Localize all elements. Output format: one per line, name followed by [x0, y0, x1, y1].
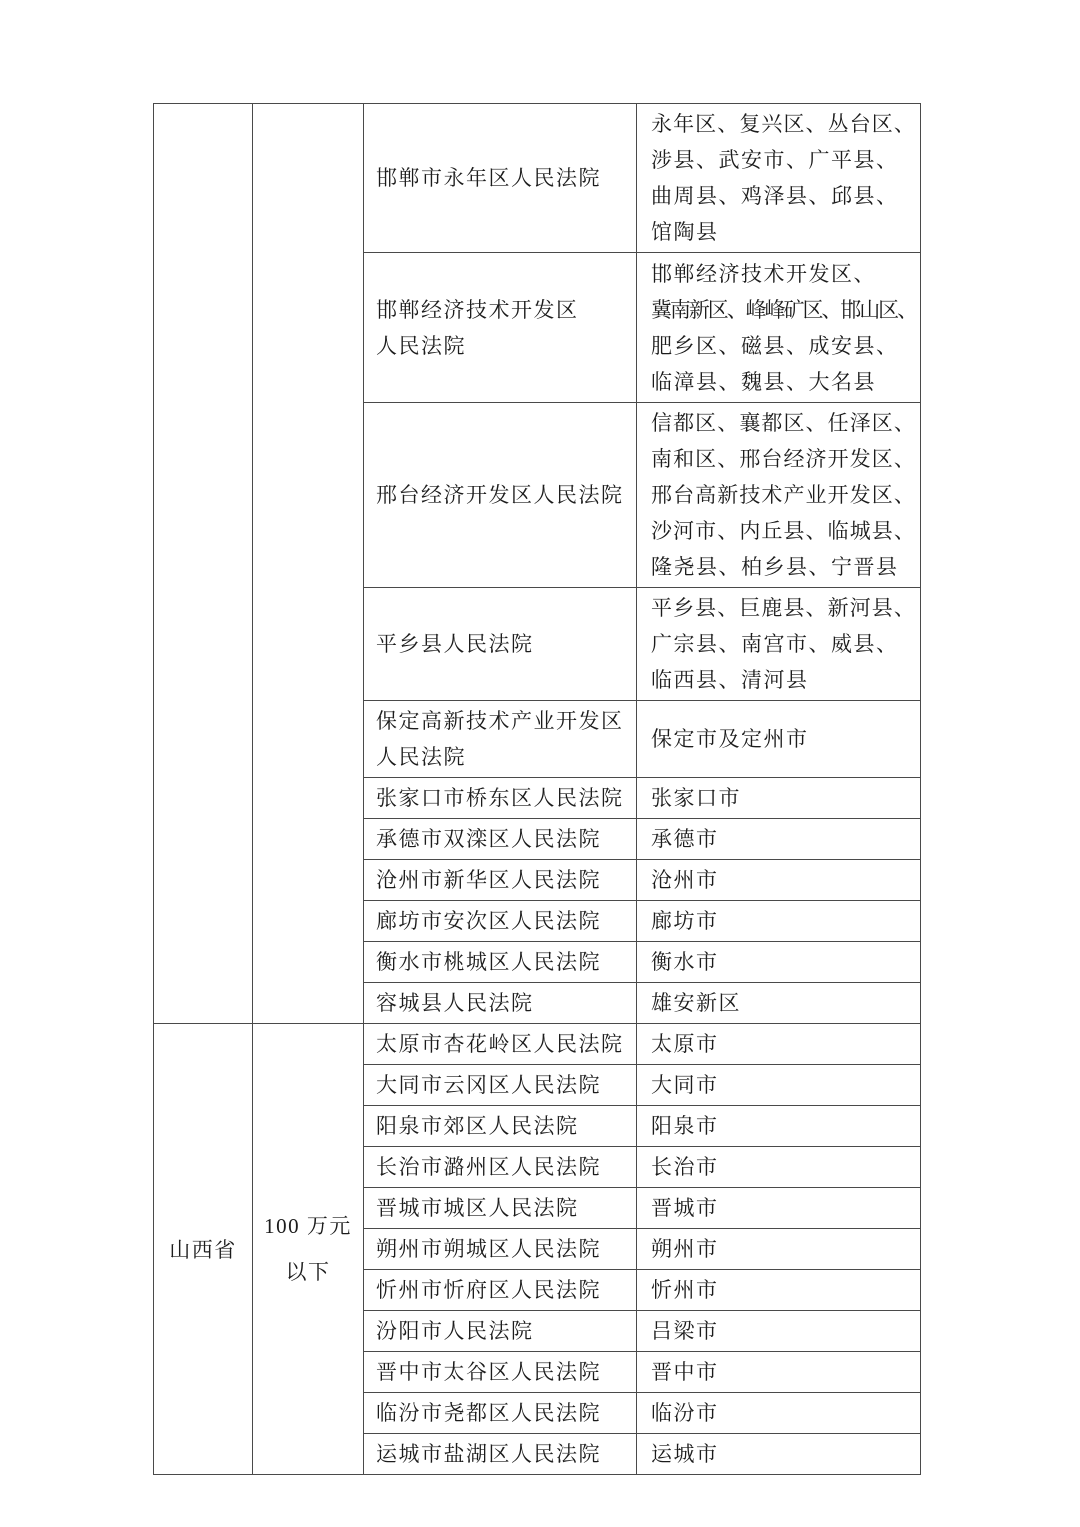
- amount-line: 100 万元: [264, 1214, 352, 1238]
- jurisdiction-line: 运城市: [651, 1442, 719, 1466]
- court-cell: [364, 701, 637, 778]
- jurisdiction-line: 邯郸经济技术开发区、: [651, 261, 876, 286]
- jurisdiction-cell: [637, 1393, 921, 1434]
- jurisdiction-cell: [637, 1352, 921, 1393]
- jurisdiction-cell: [637, 778, 921, 819]
- jurisdiction-line: 大同市: [651, 1073, 719, 1097]
- court-name-line: 保定高新技术产业开发区: [376, 709, 624, 733]
- court-name-line: 邢台经济开发区人民法院: [376, 483, 624, 507]
- jurisdiction-line: 邢台高新技术产业开发区、: [651, 483, 916, 507]
- jurisdiction-line: 晋中市: [651, 1360, 719, 1384]
- jurisdiction-cell: [637, 1188, 921, 1229]
- court-name-line: 沧州市新华区人民法院: [376, 868, 601, 892]
- jurisdiction-cell: [637, 1434, 921, 1475]
- jurisdiction-cell: [637, 819, 921, 860]
- jurisdiction-cell: [637, 104, 921, 253]
- court-cell: [364, 1270, 637, 1311]
- jurisdiction-cell: [637, 403, 921, 588]
- jurisdiction-line: 雄安新区: [651, 991, 741, 1015]
- court-name-line: 衡水市桃城区人民法院: [376, 950, 601, 974]
- table-row: [154, 104, 921, 253]
- court-name-line: 太原市杏花岭区人民法院: [376, 1032, 624, 1056]
- court-name-line: 邯郸经济技术开发区: [376, 297, 579, 322]
- court-cell: [364, 860, 637, 901]
- court-cell: [364, 901, 637, 942]
- court-cell: [364, 983, 637, 1024]
- jurisdiction-line: 衡水市: [651, 950, 719, 974]
- table-body: [154, 104, 921, 1475]
- jurisdiction-cell: [637, 901, 921, 942]
- court-name-line: 承德市双滦区人民法院: [376, 827, 601, 851]
- jurisdiction-cell: [637, 983, 921, 1024]
- jurisdiction-line: 平乡县、巨鹿县、新河县、: [651, 596, 916, 620]
- court-cell: [364, 1434, 637, 1475]
- jurisdiction-line: 冀南新区、峰峰矿区、邯山区、: [651, 297, 917, 322]
- court-name-line: 张家口市桥东区人民法院: [376, 786, 624, 810]
- jurisdiction-cell: [637, 253, 921, 403]
- jurisdiction-line: 隆尧县、柏乡县、宁晋县: [651, 555, 899, 579]
- court-name-line: 人民法院: [376, 333, 466, 358]
- province-cell: 山西省: [154, 1024, 253, 1475]
- court-cell: [364, 1147, 637, 1188]
- jurisdiction-line: 阳泉市: [651, 1114, 719, 1138]
- jurisdiction-line: 曲周县、鸡泽县、邱县、: [651, 184, 899, 208]
- jurisdiction-line: 涉县、武安市、广平县、: [651, 148, 899, 172]
- court-cell: [364, 1393, 637, 1434]
- court-name-line: 人民法院: [376, 745, 466, 769]
- jurisdiction-cell: [637, 1024, 921, 1065]
- court-jurisdiction-table: [153, 103, 921, 1475]
- court-cell: [364, 778, 637, 819]
- jurisdiction-line: 朔州市: [651, 1237, 719, 1261]
- court-cell: [364, 1188, 637, 1229]
- court-cell: [364, 403, 637, 588]
- jurisdiction-cell: [637, 701, 921, 778]
- court-name-line: 晋城市城区人民法院: [376, 1196, 579, 1220]
- jurisdiction-line: 沧州市: [651, 868, 719, 892]
- jurisdiction-cell: [637, 1270, 921, 1311]
- court-cell: [364, 1352, 637, 1393]
- jurisdiction-line: 南和区、邢台经济开发区、: [651, 447, 916, 471]
- jurisdiction-line: 廊坊市: [651, 909, 719, 933]
- jurisdiction-line: 承德市: [651, 827, 719, 851]
- jurisdiction-line: 晋城市: [651, 1196, 719, 1220]
- jurisdiction-line: 临汾市: [651, 1401, 719, 1425]
- court-name-line: 阳泉市郊区人民法院: [376, 1114, 579, 1138]
- court-cell: [364, 1024, 637, 1065]
- jurisdiction-cell: [637, 588, 921, 701]
- court-cell: [364, 1229, 637, 1270]
- court-cell: [364, 1311, 637, 1352]
- court-name-line: 容城县人民法院: [376, 991, 534, 1015]
- court-name-line: 晋中市太谷区人民法院: [376, 1360, 601, 1384]
- court-cell: [364, 1106, 637, 1147]
- court-name-line: 长治市潞州区人民法院: [376, 1155, 601, 1179]
- court-name-line: 临汾市尧都区人民法院: [376, 1401, 601, 1425]
- jurisdiction-line: 广宗县、南宫市、威县、: [651, 632, 899, 656]
- jurisdiction-cell: [637, 1229, 921, 1270]
- jurisdiction-line: 忻州市: [651, 1278, 719, 1302]
- amount-threshold-cell: [253, 104, 364, 1024]
- jurisdiction-line: 长治市: [651, 1155, 719, 1179]
- court-name-line: 大同市云冈区人民法院: [376, 1073, 601, 1097]
- court-cell: [364, 104, 637, 253]
- jurisdiction-line: 沙河市、内丘县、临城县、: [651, 519, 916, 543]
- amount-threshold-cell: [253, 1024, 364, 1475]
- jurisdiction-cell: [637, 942, 921, 983]
- court-name-line: 运城市盐湖区人民法院: [376, 1442, 601, 1466]
- jurisdiction-line: 馆陶县: [651, 220, 719, 244]
- amount-line: 以下: [285, 1260, 331, 1284]
- jurisdiction-line: 保定市及定州市: [651, 727, 809, 751]
- jurisdiction-line: 临西县、清河县: [651, 668, 809, 692]
- jurisdiction-cell: [637, 1106, 921, 1147]
- jurisdiction-cell: [637, 1147, 921, 1188]
- jurisdiction-line: 信都区、襄都区、任泽区、: [651, 411, 916, 435]
- court-cell: [364, 819, 637, 860]
- jurisdiction-cell: [637, 1065, 921, 1106]
- court-cell: [364, 588, 637, 701]
- court-name-line: 平乡县人民法院: [376, 632, 534, 656]
- jurisdiction-line: 临漳县、魏县、大名县: [651, 369, 876, 394]
- jurisdiction-line: 太原市: [651, 1032, 719, 1056]
- court-name-line: 廊坊市安次区人民法院: [376, 909, 601, 933]
- province-cell: [154, 104, 253, 1024]
- table-row: [154, 1024, 921, 1065]
- jurisdiction-line: 吕梁市: [651, 1319, 719, 1343]
- court-name-line: 汾阳市人民法院: [376, 1319, 534, 1343]
- jurisdiction-line: 张家口市: [651, 786, 741, 810]
- court-cell: [364, 253, 637, 403]
- jurisdiction-cell: [637, 1311, 921, 1352]
- court-cell: [364, 942, 637, 983]
- jurisdiction-line: 永年区、复兴区、丛台区、: [651, 112, 916, 136]
- court-name-line: 忻州市忻府区人民法院: [376, 1278, 601, 1302]
- court-cell: [364, 1065, 637, 1106]
- court-name-line: 朔州市朔城区人民法院: [376, 1237, 601, 1261]
- jurisdiction-cell: [637, 860, 921, 901]
- jurisdiction-line: 肥乡区、磁县、成安县、: [651, 333, 899, 358]
- court-name-line: 邯郸市永年区人民法院: [376, 166, 601, 190]
